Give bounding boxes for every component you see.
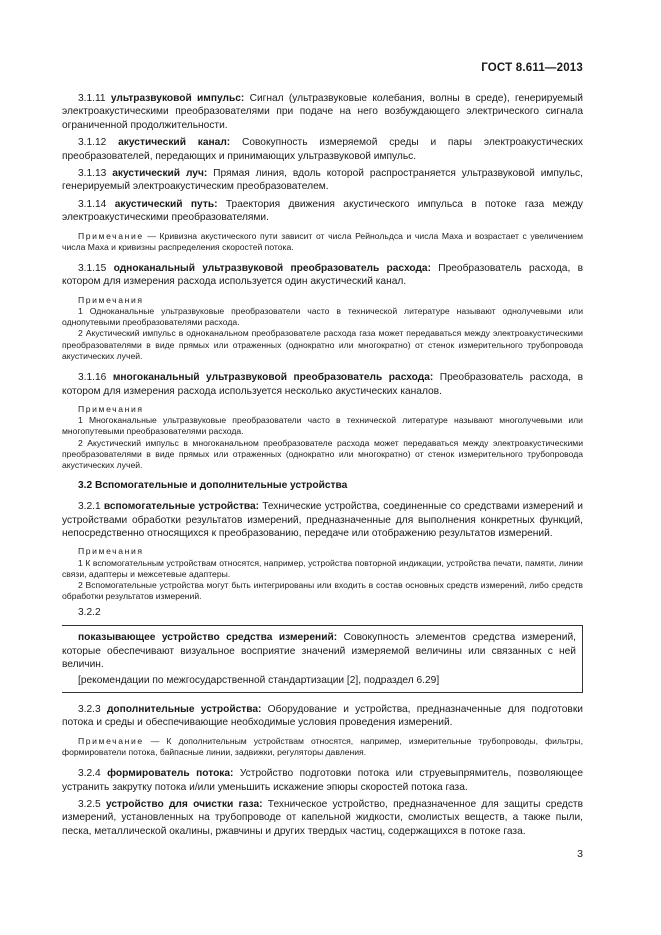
clause-number: 3.1.16 (78, 372, 107, 384)
definition-3-1-11 (62, 92, 583, 132)
notes-label: Примечания (78, 294, 144, 305)
definition-text: Преобразователь расхода, в котором для измерения расхода используется несколько акустических каналов. (62, 372, 583, 397)
clause-number: 3.1.14 (78, 198, 107, 210)
notes-label: Примечания (78, 403, 144, 414)
definition-3-2-1 (62, 500, 583, 540)
clause-number: 3.2.3 (78, 703, 101, 715)
note-item: 2 Акустический импульс в одноканальном преобразователе расхода газа может передаваться между электроакустическими преобразователями в виде прямых или отраженных (однократно или многократно) от стенок измерительного трубопровода акустических лучей. (62, 328, 583, 361)
page-number: 3 (577, 848, 583, 860)
term: дополнительные устройства: (106, 703, 262, 715)
term: показывающее устройство средства измерений: (78, 632, 338, 644)
term: акустический канал: (118, 137, 231, 149)
term: многоканальный ультразвуковой преобразователь расхода: (112, 372, 434, 384)
clause-number-3-2-2: 3.2.2 (78, 607, 101, 619)
clause-number: 3.2.1 (78, 501, 101, 513)
note-item: 1 Многоканальные ультразвуковые преобразователи часто в технической литературе называют многолучевыми или многопутевыми преобразователями расхода. (62, 415, 583, 437)
note-text: — К дополнительным устройствам относятся, например, измерительные трубопроводы, фильтры, формирователи потока, байпасные линии, задвижки, регуляторы давления. (62, 735, 583, 757)
note-label: Примечание (78, 735, 144, 746)
term: вспомогательные устройства: (103, 501, 260, 513)
definition-3-1-15 (62, 262, 583, 289)
term: устройство для очистки газа: (105, 799, 263, 811)
clause-number: 3.1.15 (78, 263, 107, 275)
note-3-1-14 (62, 231, 583, 253)
clause-number: 3.1.12 (78, 137, 107, 149)
term: акустический луч: (112, 168, 208, 180)
definition-text: Совокупность измеряемой среды и пары электроакустических преобразователей, передающих и принимающих ультразвуковой импульс. (62, 137, 583, 162)
notes-label: Примечания (78, 546, 144, 557)
document-code: ГОСТ 8.611—2013 (481, 62, 583, 74)
note-text: — Кривизна акустического пути зависит от числа Рейнольдса и числа Маха и возрастает с увеличением числа Маха и кривизны распределения скоростей потока. (62, 230, 583, 252)
definition-3-2-5 (62, 798, 583, 838)
note-item: 2 Акустический импульс в многоканальном преобразователе расхода может передаваться между электроакустическими преобразователями в виде прямых или отраженных (однократно или многократно) от стенок измерительного трубопровода акустических лучей. (62, 437, 583, 470)
definition-3-2-2 (62, 631, 576, 671)
definition-text: Прямая линия, вдоль которой распространяется ультразвуковой импульс, генерируемый электроакустическим преобразователем. (62, 168, 583, 193)
note-item: 1 К вспомогательным устройствам относятся, например, устройства повторной индикации, устройства печати, памяти, линии связи, адаптеры и межсетевые адаптеры. (62, 557, 583, 579)
note-item: 1 Одноканальные ультразвуковые преобразователи часто в технической литературе называют однолучевыми или однопутевыми преобразователями расхода. (62, 306, 583, 328)
note-3-2-3 (62, 736, 583, 758)
note-label: Примечание (78, 230, 144, 241)
term: одноканальный ультразвуковой преобразователь расхода: (113, 263, 431, 275)
clause-number: 3.2.4 (78, 768, 101, 780)
quoted-definition-box (62, 625, 583, 693)
definition-text: Сигнал (ультразвуковые колебания, волны в среде), генерируемый электроакустическими преобразователями при подаче на него возбуждающего электрического сигнала ограниченной продолжительности. (62, 93, 583, 131)
source-reference: [рекомендации по межгосударственной стандартизации [2], подраздел 6.29] (78, 674, 440, 686)
definition-3-2-4 (62, 767, 583, 794)
definition-text: Техническое устройство, предназначенное для защиты средств измерений, установленных на трубопроводе от капельной жидкости, смолистых веществ, а также пыли, песка, металлической окалины, ржавчины и других твердых частиц, содержащихся в потоке газа. (62, 799, 584, 837)
term: ультразвуковой импульс: (110, 93, 245, 104)
definition-3-2-3 (62, 703, 583, 730)
definition-3-1-16 (62, 371, 583, 398)
definition-text: Оборудование и устройства, предназначенные для подготовки потока и среды и обеспечивающие необходимые условия проведения измерений. (62, 703, 583, 729)
clause-number: 3.1.11 (78, 93, 106, 104)
term: формирователь потока: (107, 768, 234, 780)
definition-text: Совокупность элементов средства измерений, которые обеспечивают визуальное восприятие значений измеряемой величины или связанных с ней величин. (62, 632, 576, 671)
note-item: 2 Вспомогательные устройства могут быть интегрированы или входить в состав основных средств измерений, либо средств обработки результатов измерений. (62, 579, 583, 602)
definition-text: Преобразователь расхода, в котором для измерения расхода используется один акустический канал. (62, 263, 583, 288)
clause-number: 3.2.5 (78, 799, 101, 811)
document-body (62, 92, 583, 842)
definition-text: Траектория движения акустического импульса в потоке газа между электроакустическими преобразователями. (62, 198, 583, 224)
definition-3-1-13 (62, 167, 583, 194)
clause-number: 3.1.13 (78, 168, 107, 180)
definition-3-1-12 (62, 136, 583, 163)
definition-3-1-14 (62, 198, 583, 225)
definition-text: Устройство подготовки потока или струевыпрямитель, позволяющее устранить закрутку потока и/или уменьшить искажение эпюры скоростей потока газа. (62, 768, 583, 793)
term: акустический путь: (114, 198, 218, 210)
definition-text: Технические устройства, соединенные со средствами измерений и устройствами обработки результатов измерений, предназначенные для выполнения конкретных функций, непосредственно относящихся к преобразованию, передаче или отображению результатов измерений. (62, 501, 583, 539)
section-heading: 3.2 Вспомогательные и дополнительные устройства (78, 480, 348, 492)
